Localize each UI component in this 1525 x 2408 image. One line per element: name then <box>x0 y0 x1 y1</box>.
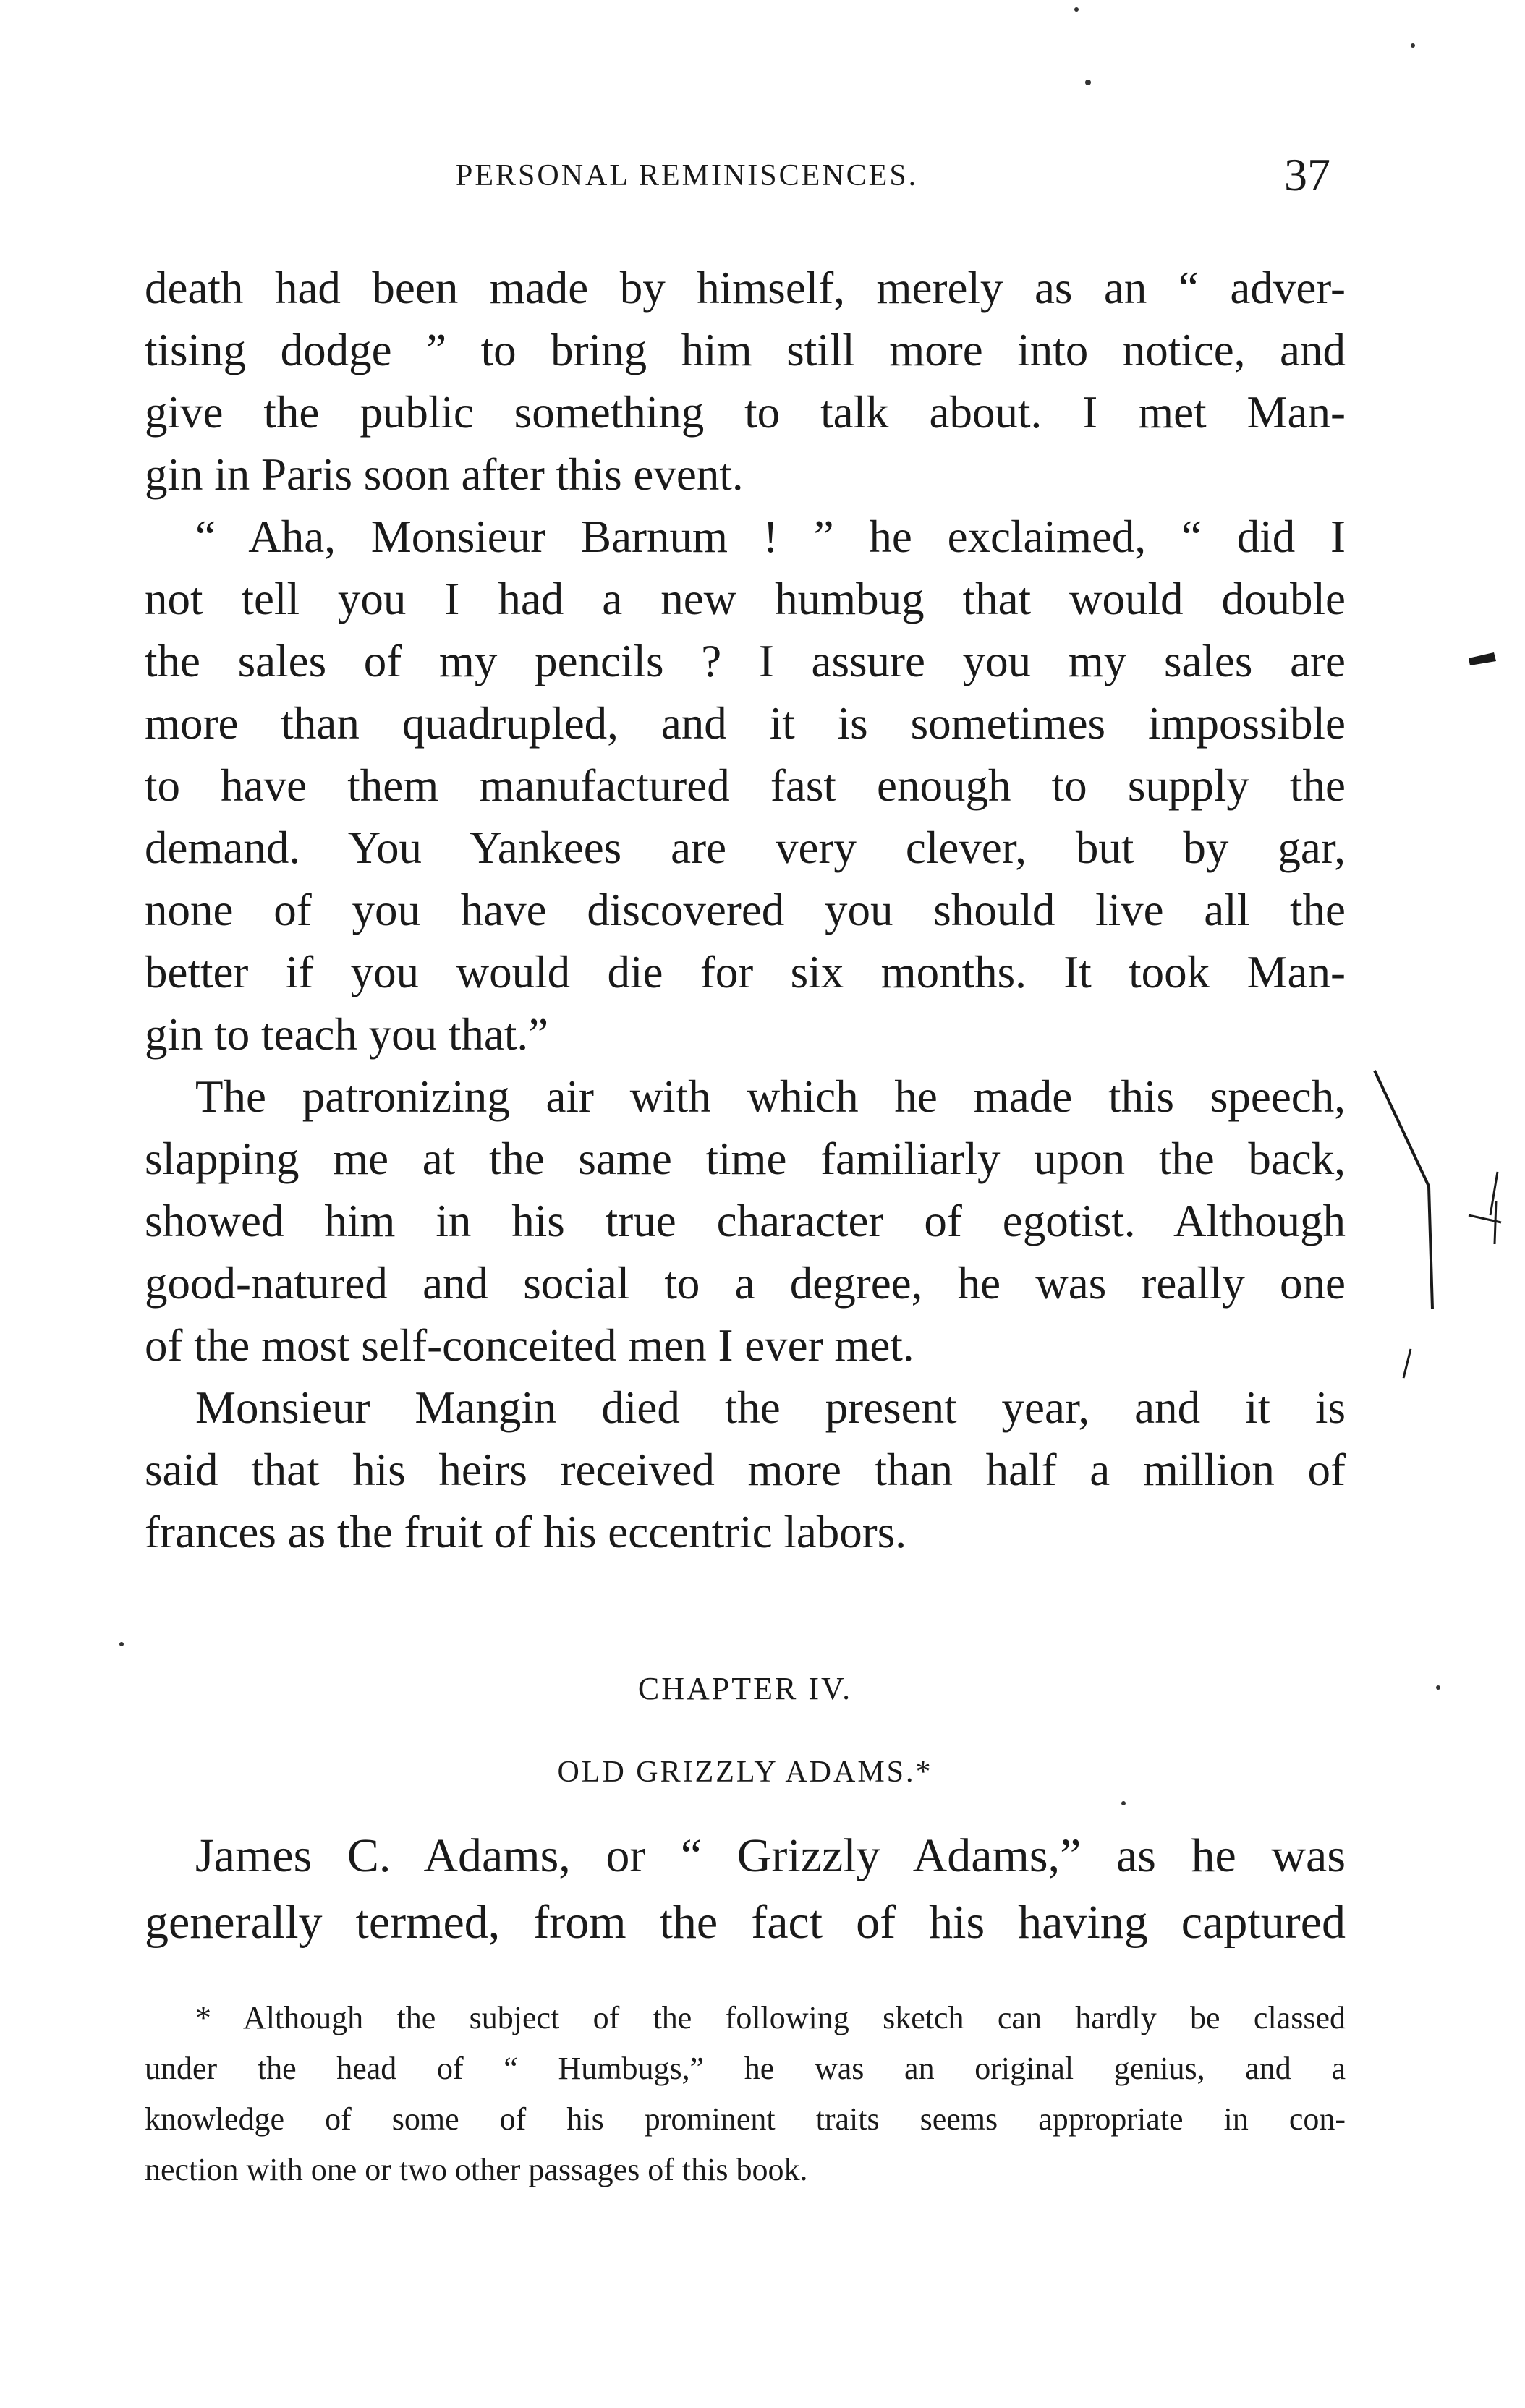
text-line: Monsieur Mangin died the present year, and it is <box>195 1382 1346 1433</box>
margin-dash-mark <box>1469 652 1496 665</box>
text-line: death had been made by himself, merely as an “ adver- <box>145 263 1346 313</box>
text-line: more than quadrupled, and it is sometimes impossible <box>145 698 1346 749</box>
margin-tick-mark <box>1495 1201 1496 1244</box>
chapter-title: OLD GRIZZLY ADAMS.* <box>557 1756 933 1789</box>
chapter-body <box>145 1823 1346 1956</box>
text-line: gin in Paris soon after this event. <box>145 449 744 500</box>
text-line: James C. Adams, or “ Grizzly Adams,” as he was <box>195 1829 1346 1882</box>
text-line: give the public something to talk about. I met Man- <box>145 387 1346 438</box>
scan-speck <box>1436 1685 1440 1690</box>
text-line: demand. You Yankees are very clever, but by gar, <box>145 822 1346 873</box>
chapter-heading <box>145 1667 1346 1794</box>
margin-bracket-line <box>1375 1071 1429 1186</box>
running-head <box>0 148 1525 206</box>
footnote-line: nection with one or two other passages of this book. <box>145 2152 808 2187</box>
text-line: showed him in his true character of egotist. Although <box>145 1196 1346 1246</box>
chapter-number: CHAPTER IV. <box>637 1671 853 1706</box>
margin-bracket-line <box>1429 1186 1432 1309</box>
body-text <box>145 257 1346 1563</box>
text-line: of the most self-conceited men I ever met. <box>145 1320 914 1371</box>
text-line: none of you have discovered you should live all the <box>145 885 1346 935</box>
text-line: The patronizing air with which he made this speech, <box>195 1071 1346 1122</box>
margin-annotation-marks <box>1360 637 1505 1418</box>
text-line: generally termed, from the fact of his having captured <box>145 1896 1346 1949</box>
text-line: tising dodge ” to bring him still more into notice, and <box>145 325 1346 375</box>
text-line: the sales of my pencils ? I assure you my sales are <box>145 636 1346 686</box>
scan-speck <box>1085 80 1091 85</box>
footnote-line: knowledge of some of his prominent traits seems appropriate in con- <box>145 2101 1346 2137</box>
scan-speck <box>1121 1801 1126 1805</box>
text-line: frances as the fruit of his eccentric labors. <box>145 1507 907 1557</box>
footnote-line: under the head of “ Humbugs,” he was an original genius, and a <box>145 2051 1346 2086</box>
text-line: gin to teach you that.” <box>145 1009 549 1060</box>
footnote-line: * Although the subject of the following sketch can hardly be classed <box>195 2000 1346 2035</box>
text-line: said that his heirs received more than half a million of <box>145 1445 1346 1495</box>
running-title: PERSONAL REMINISCENCES. <box>456 159 919 192</box>
text-line: better if you would die for six months. It took Man- <box>145 947 1346 997</box>
text-line: “ Aha, Monsieur Barnum ! ” he exclaimed, “ did I <box>195 511 1346 562</box>
text-line: not tell you I had a new humbug that would double <box>145 574 1346 624</box>
footnote <box>145 1993 1346 2195</box>
text-line: slapping me at the same time familiarly upon the back, <box>145 1133 1346 1184</box>
scan-speck <box>1411 43 1415 48</box>
scan-speck <box>119 1642 124 1646</box>
text-line: good-natured and social to a degree, he was really one <box>145 1258 1346 1309</box>
text-line: to have them manufactured fast enough to supply the <box>145 760 1346 811</box>
page-number: 37 <box>1284 149 1330 200</box>
scan-speck <box>1074 7 1079 12</box>
margin-tick-mark <box>1403 1349 1411 1378</box>
